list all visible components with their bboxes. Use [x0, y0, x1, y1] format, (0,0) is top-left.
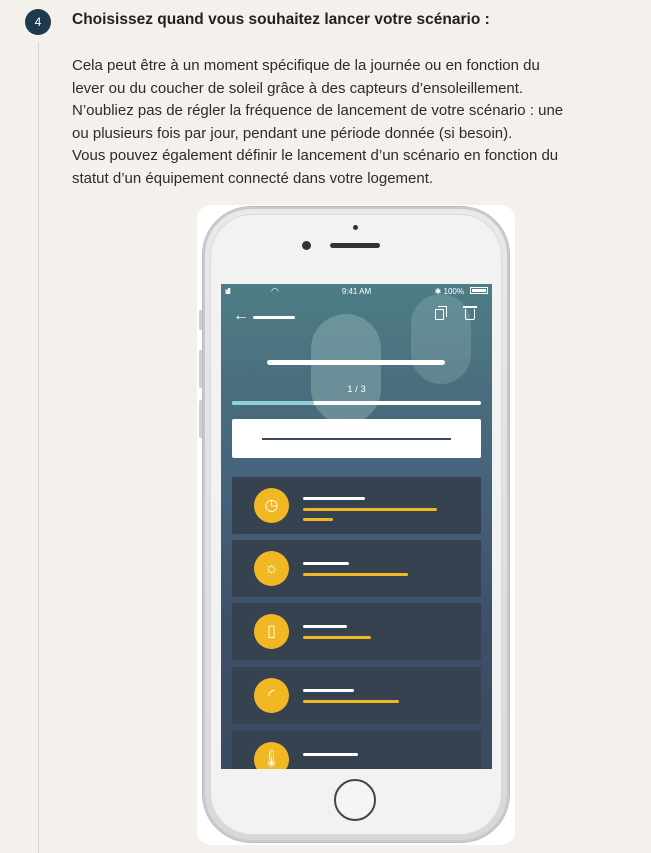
step-connector-line [38, 42, 39, 853]
step-description [72, 55, 642, 190]
option-subtitle-placeholder [303, 700, 399, 703]
progress-bar [232, 401, 481, 405]
description-line: statut d’un équipement connecté dans votre logement. [72, 169, 434, 187]
description-line: lever ou du coucher de soleil grâce à des capteurs d’ensoleillement. [72, 79, 524, 97]
option-title-placeholder [303, 497, 365, 500]
option-time[interactable] [232, 477, 481, 534]
step-number-badge: 4 [25, 9, 51, 35]
phone-screen [221, 284, 492, 769]
phone-earpiece [330, 243, 380, 248]
status-time: 9:41 AM [341, 287, 372, 296]
trash-icon-lid [463, 306, 477, 308]
trash-icon[interactable] [465, 309, 475, 320]
back-arrow-icon[interactable]: ← [233, 307, 249, 324]
option-subtitle-placeholder [303, 636, 371, 639]
description-line: N’oubliez pas de régler la fréquence de lancement de votre scénario : une [72, 102, 564, 119]
option-temperature[interactable] [232, 731, 481, 769]
option-subtitle-placeholder [303, 508, 437, 511]
option-subtitle-placeholder [303, 573, 408, 576]
phone-home-button [334, 779, 376, 821]
battery-icon [470, 287, 488, 294]
option-title-placeholder [303, 625, 347, 628]
option-sunlight[interactable] [232, 540, 481, 597]
phone-sensor [353, 225, 358, 230]
background-shape [311, 314, 381, 424]
option-title-placeholder [303, 562, 349, 565]
sensor-icon: ◜ [254, 678, 289, 713]
option-title-placeholder [303, 689, 354, 692]
description-line: Cela peut être à un moment spécifique de la journée ou en fonction du [72, 57, 540, 74]
sun-icon: ☼ [254, 551, 289, 586]
clock-icon: ◷ [254, 488, 289, 523]
progress-label: 1 / 3 [347, 384, 366, 395]
option-calendar[interactable] [232, 603, 481, 660]
signal-icon: ııll [225, 287, 230, 296]
phone-camera [302, 241, 311, 250]
calendar-icon: ▯ [254, 614, 289, 649]
description-line: ou plusieurs fois par jour, pendant une période donnée (si besoin). [72, 124, 513, 142]
status-bar [221, 284, 492, 298]
option-device-status[interactable] [232, 667, 481, 724]
battery-percent: ✱ 100% [434, 287, 464, 296]
wifi-icon: ◠ [271, 286, 279, 296]
option-title-placeholder [303, 753, 358, 756]
screen-title-placeholder [267, 360, 445, 365]
name-input[interactable] [232, 419, 481, 458]
option-subtitle-placeholder [303, 518, 333, 521]
thermometer-icon: 🌡 [254, 742, 289, 769]
duplicate-icon[interactable] [435, 309, 444, 320]
description-line: Vous pouvez également définir le lancement d’un scénario en fonction du [72, 147, 559, 164]
step-title: Choisissez quand vous souhaitez lancer votre scénario : [72, 11, 490, 28]
progress-fill [232, 401, 314, 405]
nav-title-placeholder [253, 316, 295, 319]
input-placeholder-line [262, 438, 451, 440]
